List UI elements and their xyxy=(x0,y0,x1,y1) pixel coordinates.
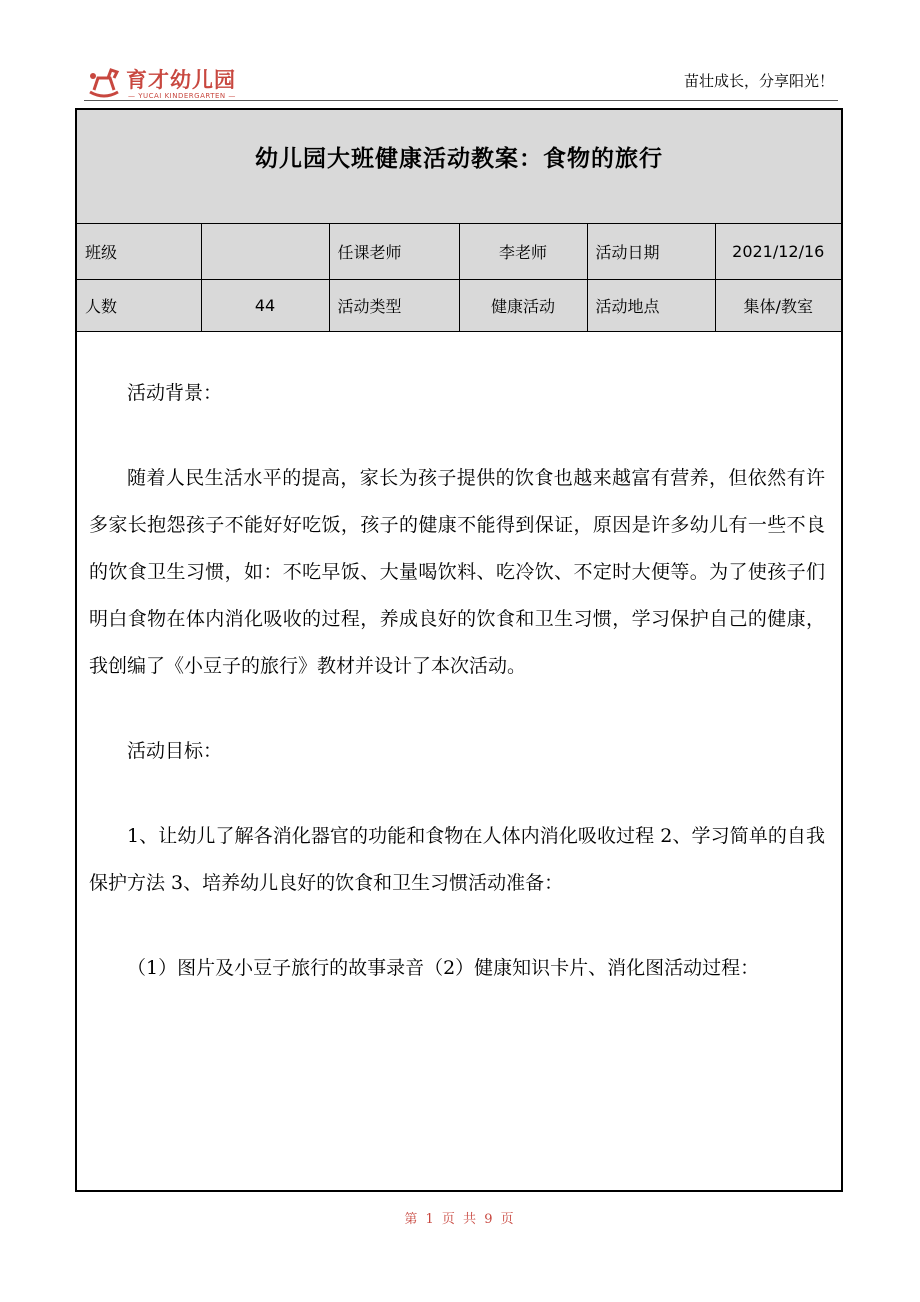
title-row xyxy=(77,110,841,224)
background-paragraph: 随着人民生活水平的提高，家长为孩子提供的饮食也越来越富有营养，但依然有许多家长抱怨孩子不能好好吃饭，孩子的健康不能得到保证，原因是许多幼儿有一些不良的饮食卫生习惯，如：不吃早饭、大量喝饮料、吃冷饮、不定时大便等。为了使孩子们明白食物在体内消化吸收的过程，养成良好的饮食和卫生习惯，学习保护自己的健康，我创编了《小豆子的旅行》教材并设计了本次活动。 xyxy=(89,467,825,677)
location-value: 集体/教室 xyxy=(715,279,841,331)
header-divider xyxy=(84,100,838,101)
info-row xyxy=(77,279,841,331)
location-label: 活动地点 xyxy=(587,279,715,331)
class-value xyxy=(201,224,329,279)
section-heading-goals: 活动目标： xyxy=(127,740,223,762)
logo-name: 育才幼儿园 xyxy=(126,68,236,92)
kindergarten-logo xyxy=(84,62,244,104)
document-title: 幼儿园大班健康活动教案：食物的旅行 xyxy=(255,146,663,172)
date-label: 活动日期 xyxy=(587,224,715,279)
goals-paragraph: 1、让幼儿了解各消化器官的功能和食物在人体内消化吸收过程 2、学习简单的自我保护方法 3、培养幼儿良好的饮食和卫生习惯活动准备： xyxy=(89,825,825,894)
page-header xyxy=(0,0,920,105)
section-heading-background: 活动背景： xyxy=(127,382,223,404)
headcount-label: 人数 xyxy=(77,279,201,331)
rocking-horse-icon xyxy=(84,62,124,102)
activity-type-value: 健康活动 xyxy=(459,279,587,331)
header-slogan: 苗壮成长，分享阳光！ xyxy=(683,72,834,90)
activity-type-label: 活动类型 xyxy=(329,279,459,331)
page-footer: 第 1 页 共 9 页 xyxy=(404,1212,516,1227)
info-row xyxy=(77,224,841,279)
info-table xyxy=(77,224,841,332)
logo-subtitle: — YUCAI KINDERGARTEN — xyxy=(128,92,236,100)
headcount-value: 44 xyxy=(201,279,329,331)
class-label: 班级 xyxy=(77,224,201,279)
teacher-label: 任课老师 xyxy=(329,224,459,279)
teacher-value: 李老师 xyxy=(459,224,587,279)
materials-paragraph: （1）图片及小豆子旅行的故事录音（2）健康知识卡片、消化图活动过程： xyxy=(127,957,760,979)
date-value: 2021/12/16 xyxy=(715,224,841,279)
lesson-plan-document xyxy=(75,108,843,1192)
lesson-body xyxy=(89,330,825,992)
